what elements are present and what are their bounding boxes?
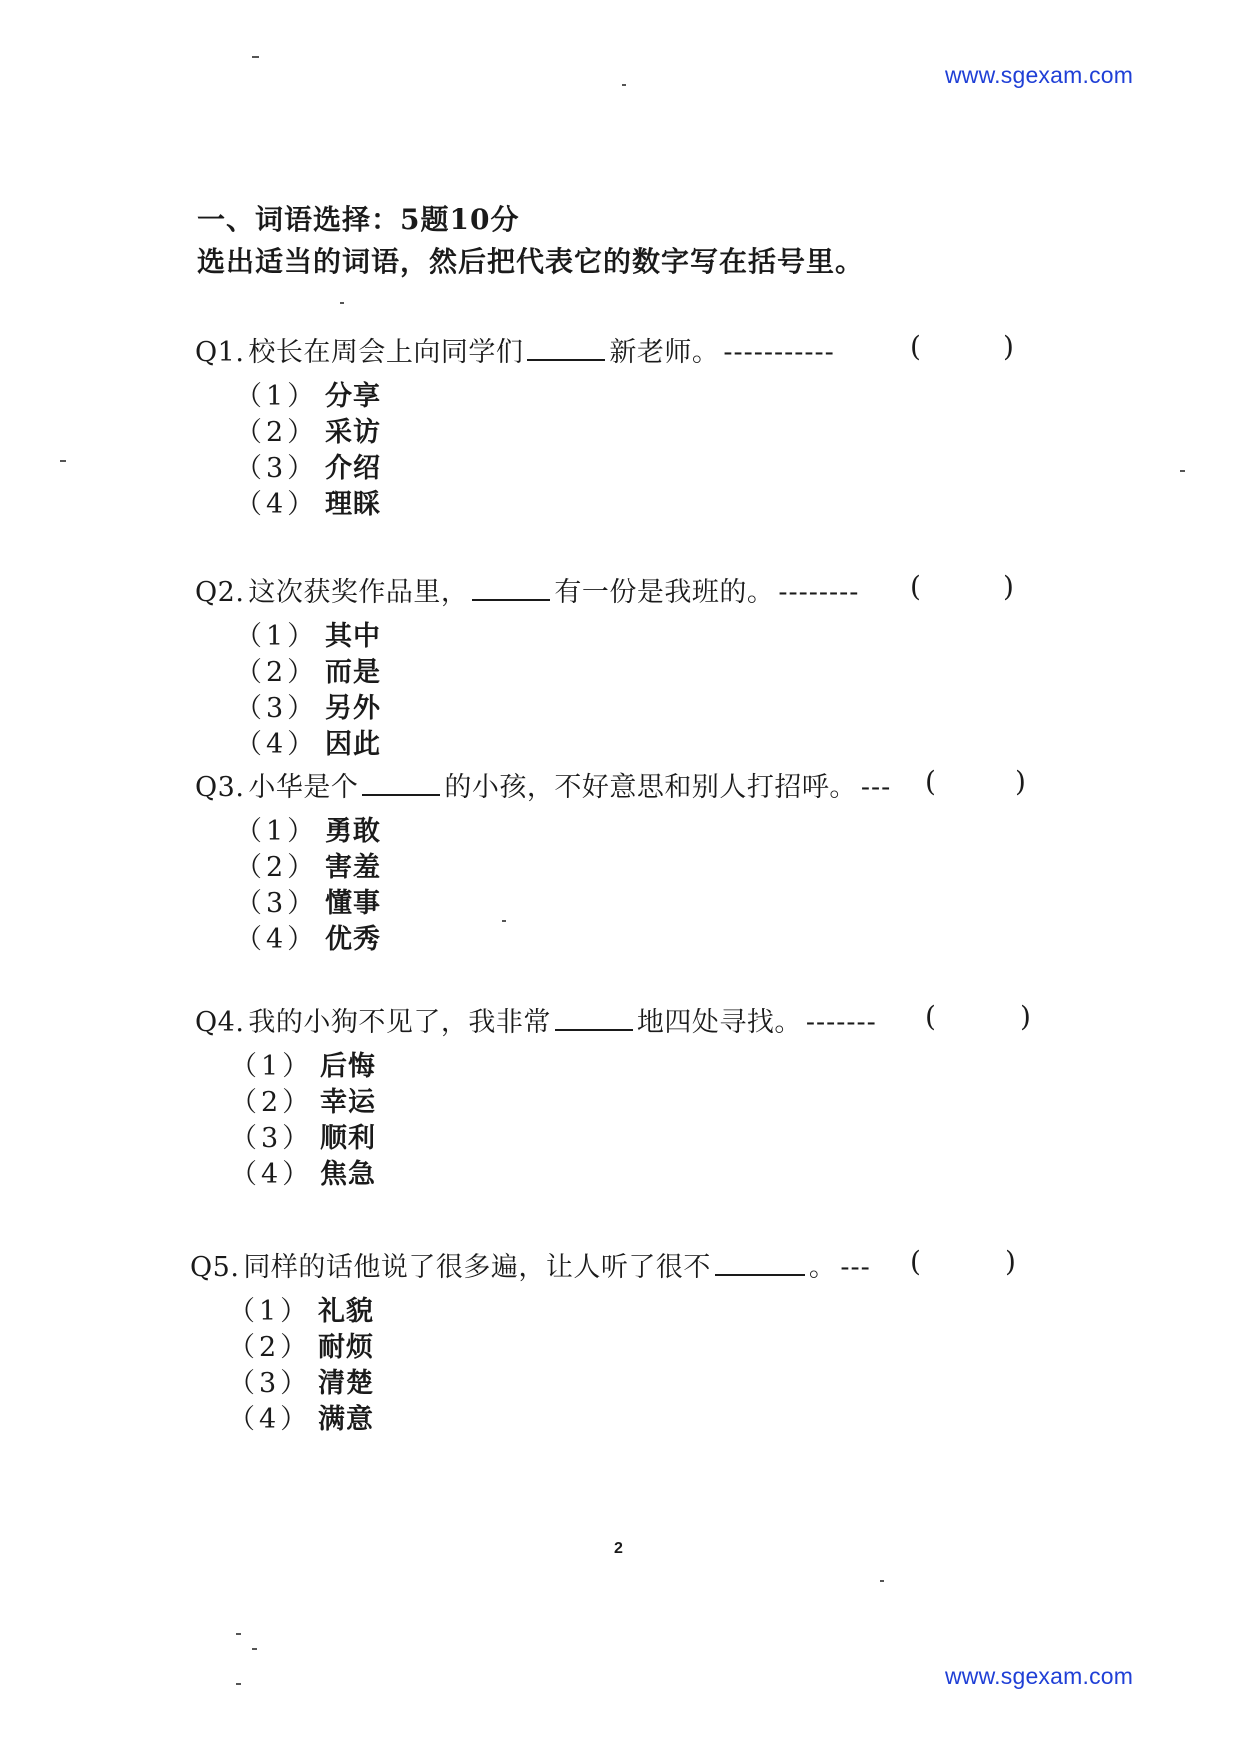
question-text-after: 有一份是我班的。	[554, 577, 775, 608]
answer-blank	[527, 358, 605, 361]
option-1	[230, 1044, 376, 1080]
option-text: 采访	[325, 417, 381, 448]
option-number: （4）	[235, 924, 319, 955]
question-number: Q3.	[195, 772, 245, 803]
option-number: （4）	[228, 1404, 312, 1435]
option-text: 另外	[325, 693, 381, 724]
option-number: （2）	[228, 1332, 312, 1363]
answer-paren-close: )	[1015, 765, 1026, 798]
option-1	[228, 1289, 374, 1325]
option-text: 因此	[325, 729, 381, 760]
answer-paren-close: )	[1005, 1245, 1016, 1278]
option-list	[228, 1289, 374, 1433]
option-number: （4）	[235, 489, 319, 520]
option-number: （4）	[230, 1159, 314, 1190]
option-1	[235, 809, 381, 845]
question-text-before: 小华是个	[248, 772, 359, 803]
option-2	[235, 845, 381, 881]
question-text-after: 。	[808, 1252, 837, 1283]
leader-dashes: -----------	[723, 337, 835, 368]
question-2-stem	[195, 570, 859, 609]
option-number: （1）	[235, 381, 319, 412]
question-text-before: 同样的话他说了很多遍，让人听了很不	[243, 1252, 711, 1283]
option-3	[230, 1116, 376, 1152]
option-number: （2）	[235, 657, 319, 688]
question-1-stem	[195, 330, 835, 369]
option-text: 介绍	[325, 453, 381, 484]
question-text-after: 的小孩，不好意思和别人打招呼。	[444, 772, 857, 803]
question-text-before: 校长在周会上向同学们	[248, 337, 524, 368]
option-text: 害羞	[325, 852, 381, 883]
option-2	[228, 1325, 374, 1361]
option-number: （1）	[235, 816, 319, 847]
option-number: （4）	[235, 729, 319, 760]
option-number: （3）	[228, 1368, 312, 1399]
option-2	[235, 410, 381, 446]
option-text: 幸运	[320, 1087, 376, 1118]
scan-speck	[252, 56, 259, 58]
leader-dashes: ---	[860, 772, 892, 803]
scan-speck	[622, 84, 626, 86]
answer-paren-close: )	[1020, 1000, 1031, 1033]
option-text: 焦急	[320, 1159, 376, 1190]
answer-paren-open: (	[910, 570, 921, 603]
option-text: 耐烦	[318, 1332, 374, 1363]
answer-paren-open: (	[910, 330, 921, 363]
option-list	[235, 809, 381, 953]
answer-paren-open: (	[910, 1245, 921, 1278]
option-number: （3）	[235, 453, 319, 484]
option-number: （3）	[230, 1123, 314, 1154]
option-text: 理睬	[325, 489, 381, 520]
question-text-after: 地四处寻找。	[636, 1007, 802, 1038]
option-2	[235, 650, 381, 686]
scan-speck	[60, 460, 66, 462]
option-text: 满意	[318, 1404, 374, 1435]
scan-speck	[340, 302, 344, 304]
question-text-after: 新老师。	[609, 337, 720, 368]
leader-dashes: --------	[778, 577, 860, 608]
option-number: （1）	[228, 1296, 312, 1327]
question-number: Q5.	[190, 1252, 240, 1283]
option-1	[235, 614, 381, 650]
answer-blank	[472, 598, 550, 601]
scan-speck	[252, 1648, 257, 1650]
option-number: （3）	[235, 888, 319, 919]
option-text: 分享	[325, 381, 381, 412]
question-text-before: 我的小狗不见了，我非常	[248, 1007, 551, 1038]
option-number: （1）	[230, 1051, 314, 1082]
scan-speck	[502, 920, 506, 922]
option-number: （2）	[235, 852, 319, 883]
option-text: 清楚	[318, 1368, 374, 1399]
option-number: （3）	[235, 693, 319, 724]
answer-paren-close: )	[1003, 570, 1014, 603]
answer-paren-open: (	[925, 1000, 936, 1033]
answer-blank	[555, 1028, 633, 1031]
option-4	[235, 917, 381, 953]
option-list	[230, 1044, 376, 1188]
scan-speck	[236, 1633, 241, 1635]
option-4	[235, 722, 381, 758]
question-5-stem	[190, 1245, 871, 1284]
question-number: Q1.	[195, 337, 245, 368]
leader-dashes: ---	[840, 1252, 871, 1283]
option-3	[235, 686, 381, 722]
option-list	[235, 614, 381, 758]
option-text: 其中	[325, 621, 381, 652]
question-text-before: 这次获奖作品里，	[248, 577, 469, 608]
section-instructions: 选出适当的词语，然后把代表它的数字写在括号里。	[197, 245, 865, 278]
answer-paren-open: (	[925, 765, 936, 798]
scan-speck	[1180, 470, 1185, 472]
section-title: 一、词语选择：5题10分	[197, 203, 520, 236]
option-3	[235, 446, 381, 482]
option-list	[235, 374, 381, 518]
question-3-stem	[195, 765, 891, 804]
option-text: 顺利	[320, 1123, 376, 1154]
option-3	[235, 881, 381, 917]
watermark-bottom: www.sgexam.com	[945, 1663, 1134, 1689]
option-4	[228, 1397, 374, 1433]
question-number: Q4.	[195, 1007, 245, 1038]
option-1	[235, 374, 381, 410]
scan-speck	[880, 1580, 884, 1582]
question-4-stem	[195, 1000, 877, 1039]
option-text: 后悔	[320, 1051, 376, 1082]
answer-blank	[715, 1273, 805, 1276]
option-number: （2）	[235, 417, 319, 448]
scan-speck	[236, 1683, 241, 1685]
option-text: 懂事	[325, 888, 381, 919]
leader-dashes: -------	[805, 1007, 877, 1038]
option-number: （2）	[230, 1087, 314, 1118]
page-number: 2	[614, 1540, 623, 1557]
answer-blank	[362, 793, 440, 796]
option-text: 而是	[325, 657, 381, 688]
question-number: Q2.	[195, 577, 245, 608]
answer-paren-close: )	[1003, 330, 1014, 363]
watermark-top: www.sgexam.com	[945, 62, 1134, 88]
option-text: 礼貌	[318, 1296, 374, 1327]
option-number: （1）	[235, 621, 319, 652]
option-3	[228, 1361, 374, 1397]
option-text: 勇敢	[325, 816, 381, 847]
option-text: 优秀	[325, 924, 381, 955]
option-4	[235, 482, 381, 518]
option-4	[230, 1152, 376, 1188]
option-2	[230, 1080, 376, 1116]
